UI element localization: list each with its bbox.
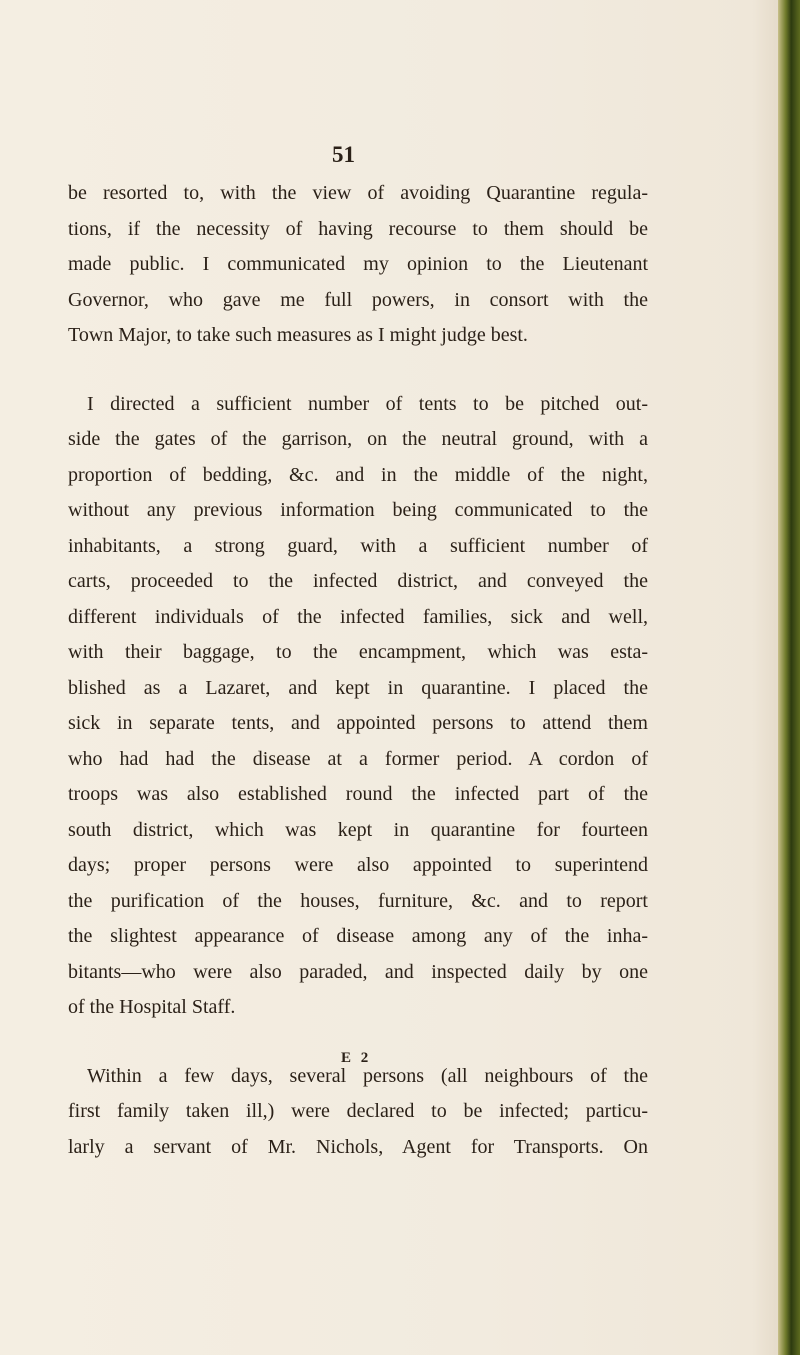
- text-line: bitants—who were also paraded, and inspected daily by one: [68, 960, 648, 983]
- text-line: proportion of bedding, &c. and in the middle of the night,: [68, 463, 648, 486]
- text-line: different individuals of the infected families, sick and well,: [68, 605, 648, 628]
- book-spine-edge: [778, 0, 800, 1355]
- text-line: blished as a Lazaret, and kept in quarantine. I placed the: [68, 676, 648, 699]
- text-line: days; proper persons were also appointed to superintend: [68, 854, 648, 876]
- text-line: Governor, who gave me full powers, in consort with the: [68, 288, 648, 311]
- paragraph: [68, 1059, 648, 1166]
- text-line: troops was also established round the infected part of the: [68, 783, 648, 805]
- text-line: the slightest appearance of disease among any of the inha-: [68, 925, 648, 947]
- text-line: Within a few days, several persons (all neighbours of the: [87, 1064, 648, 1087]
- text-line: sick in separate tents, and appointed persons to attend them: [68, 712, 648, 734]
- text-line: tions, if the necessity of having recourse to them should be: [68, 217, 648, 240]
- text-line: side the gates of the garrison, on the neutral ground, with a: [68, 428, 648, 450]
- text-line: I directed a sufficient number of tents to be pitched out-: [87, 392, 648, 415]
- paragraph: [68, 387, 648, 1026]
- page-number: 51: [332, 142, 355, 167]
- text-line: the purification of the houses, furniture, &c. and to report: [68, 889, 648, 912]
- text-line: inhabitants, a strong guard, with a sufficient number of: [68, 534, 648, 557]
- body-text: [68, 176, 648, 1165]
- text-line: Town Major, to take such measures as I might judge best.: [68, 324, 528, 346]
- text-line: larly a servant of Mr. Nichols, Agent for Transports. On: [68, 1135, 648, 1158]
- text-line: made public. I communicated my opinion to the Lieutenant: [68, 253, 648, 275]
- paragraph: [68, 176, 648, 354]
- paragraph-gap: [68, 354, 648, 387]
- text-line: who had had the disease at a former period. A cordon of: [68, 747, 648, 770]
- text-line: of the Hospital Staff.: [68, 996, 236, 1018]
- text-line: be resorted to, with the view of avoiding Quarantine regula-: [68, 182, 648, 204]
- text-line: south district, which was kept in quarantine for fourteen: [68, 818, 648, 841]
- text-line: without any previous information being communicated to the: [68, 499, 648, 521]
- text-line: with their baggage, to the encampment, which was esta-: [68, 641, 648, 663]
- signature-mark: E 2: [341, 1050, 372, 1066]
- text-line: carts, proceeded to the infected district, and conveyed the: [68, 570, 648, 592]
- text-line: first family taken ill,) were declared to be infected; particu-: [68, 1100, 648, 1122]
